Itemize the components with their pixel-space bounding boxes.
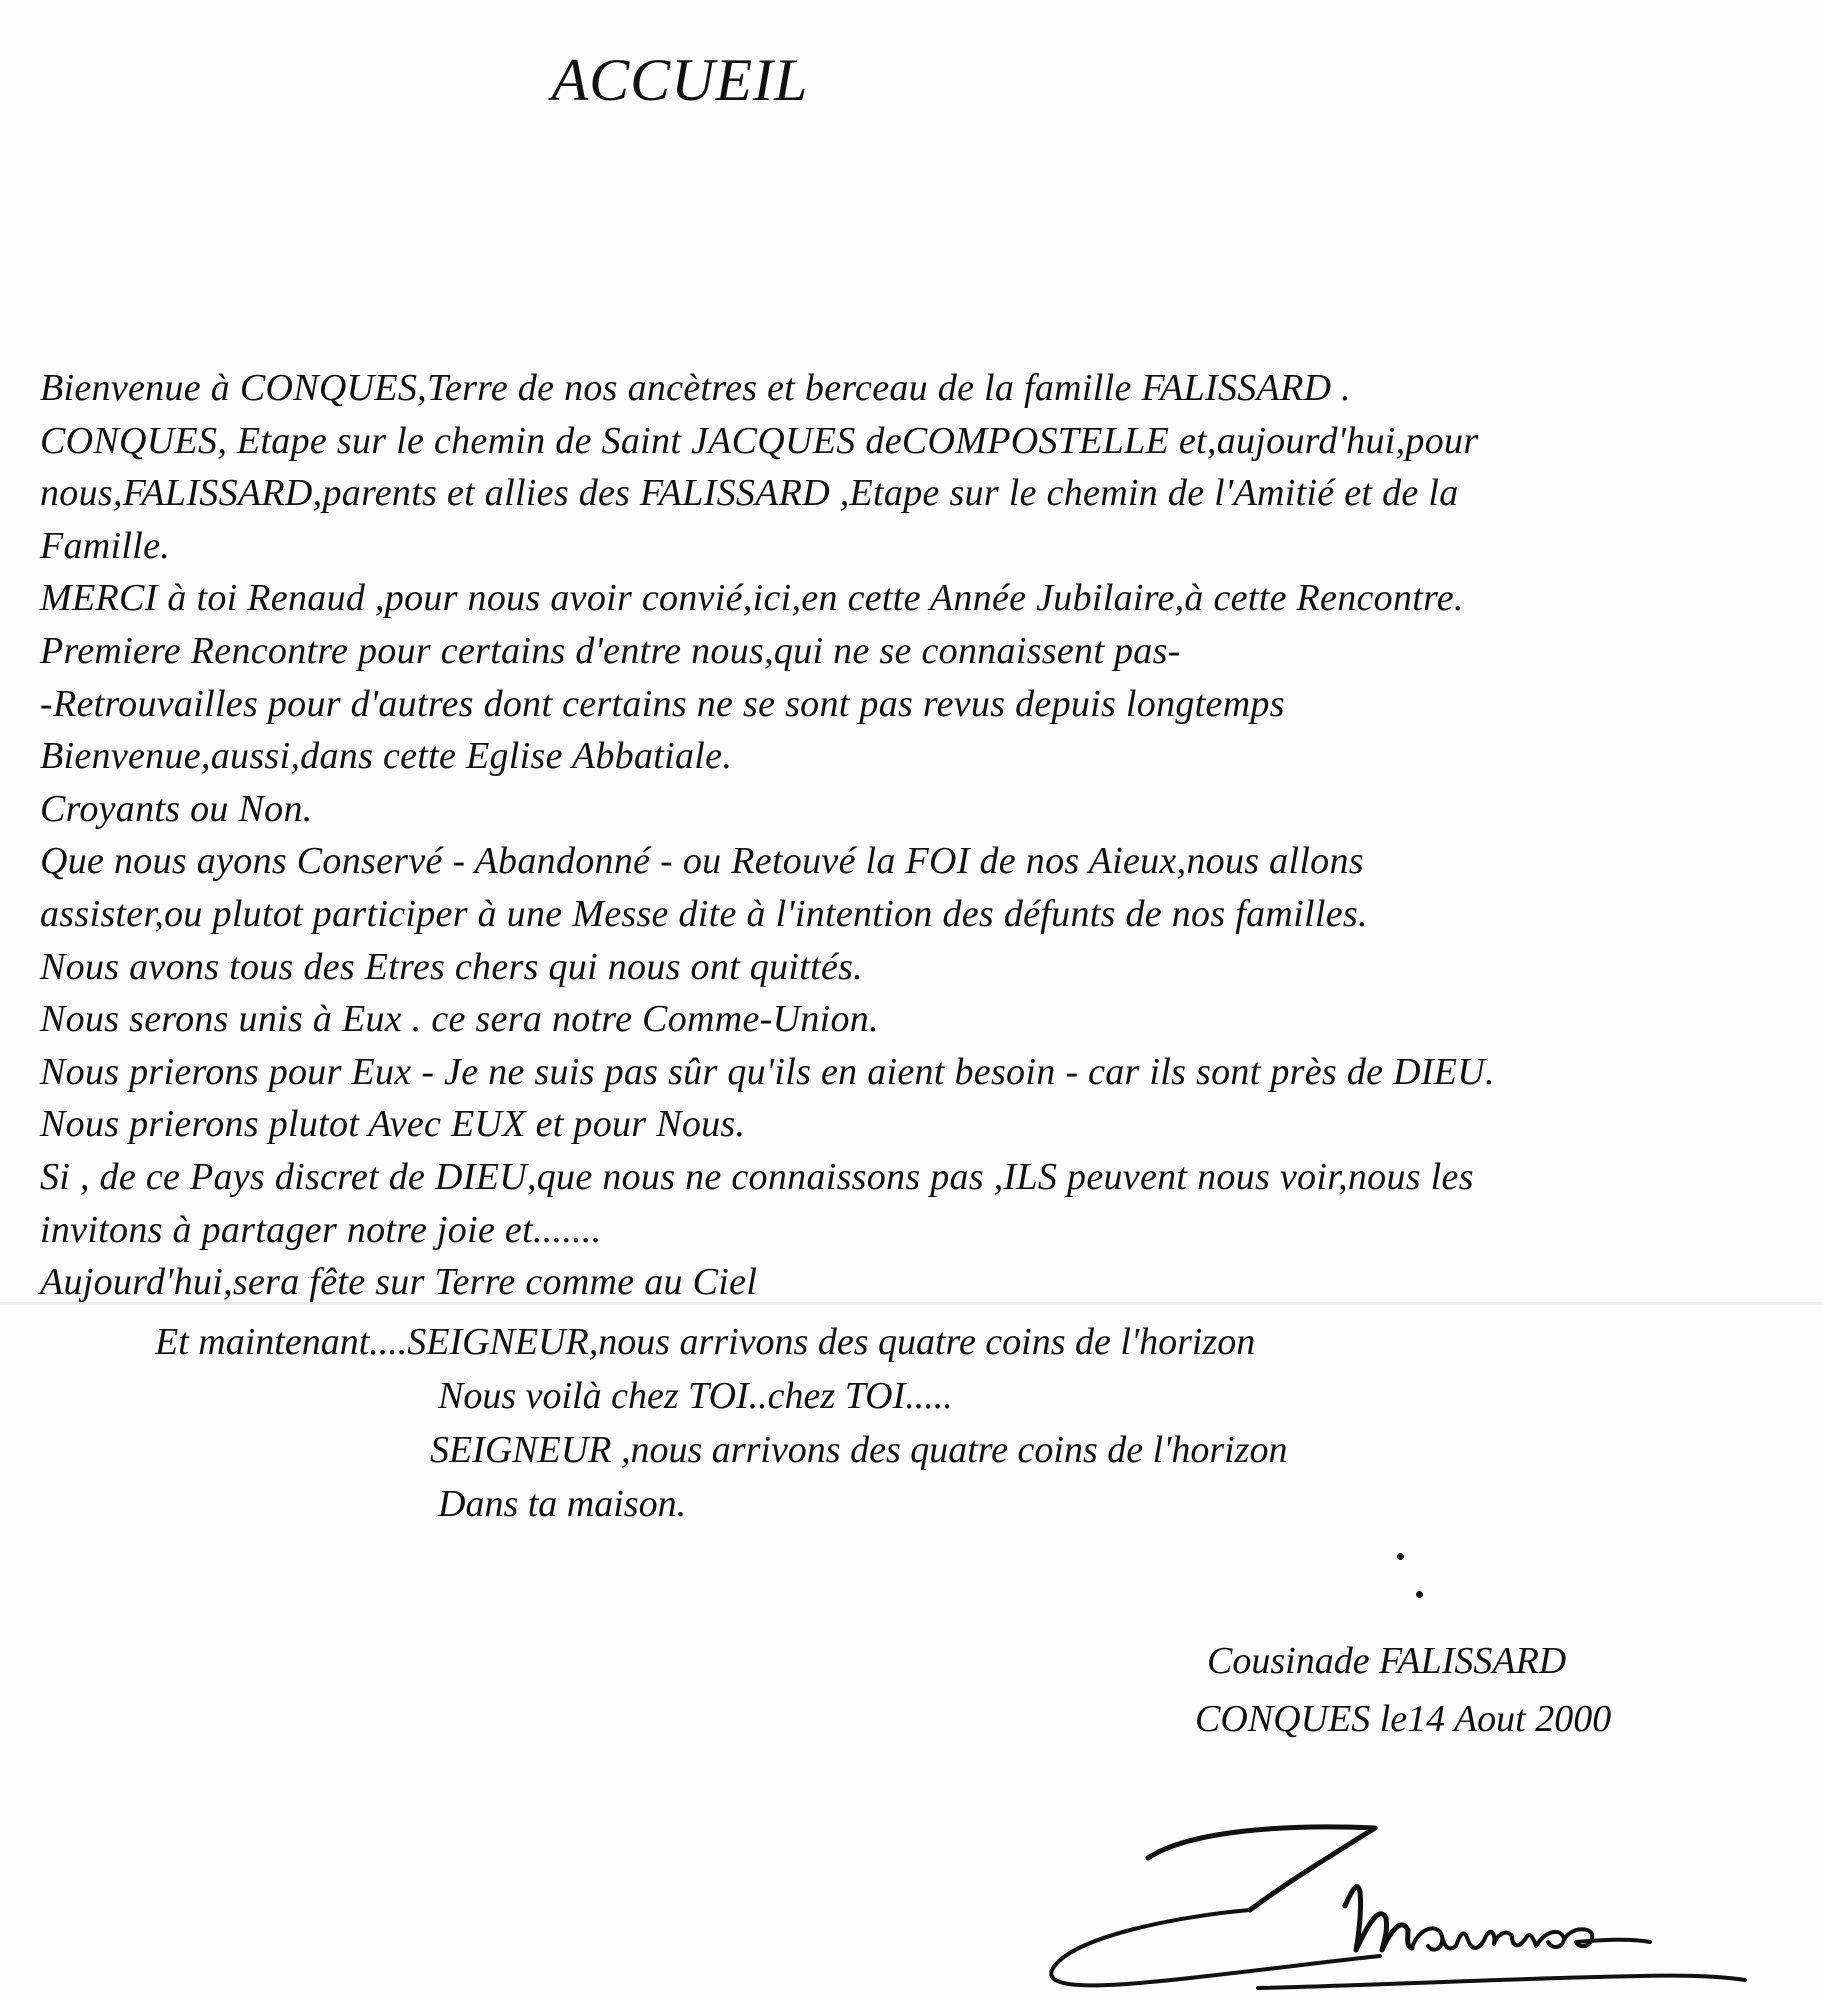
body-line: MERCI à toi Renaud ,pour nous avoir convié,ici,en cette Année Jubilaire,à cette Rencontre. (40, 577, 1464, 620)
hymn-verse (0, 1315, 1822, 1531)
body-line: assister,ou plutot participer à une Messe dite à l'intention des défunts de nos familles. (40, 892, 1368, 935)
body-line: -Retrouvailles pour d'autres dont certains ne se sont pas revus depuis longtemps (40, 682, 1285, 725)
hymn-line: SEIGNEUR ,nous arrivons des quatre coins de l'horizon (430, 1429, 1288, 1471)
handwritten-signature (1040, 1810, 1760, 2000)
closing-line-event: Cousinade FALISSARD (1207, 1640, 1567, 1682)
body-line: invitons à partager notre joie et....... (40, 1208, 602, 1251)
body-line: Croyants ou Non. (40, 787, 313, 830)
hymn-line: Et maintenant....SEIGNEUR,nous arrivons des quatre coins de l'horizon (155, 1321, 1256, 1363)
body-line: Nous avons tous des Etres chers qui nous ont quittés. (40, 945, 864, 988)
closing-line-place-date: CONQUES le14 Aout 2000 (1195, 1698, 1612, 1740)
body-line: Nous serons unis à Eux . ce sera notre Comme-Union. (40, 998, 879, 1041)
body-line: Que nous ayons Conservé - Abandonné - ou Retouvé la FOI de nos Aieux,nous allons (40, 840, 1364, 883)
hymn-line: Nous voilà chez TOI..chez TOI..... (438, 1375, 953, 1417)
body-line: CONQUES, Etape sur le chemin de Saint JACQUES deCOMPOSTELLE et,aujourd'hui,pour (40, 419, 1479, 462)
body-line: Premiere Rencontre pour certains d'entre nous,qui ne se connaissent pas- (40, 629, 1181, 672)
body-line: Bienvenue,aussi,dans cette Eglise Abbatiale. (40, 735, 733, 778)
body-line: Bienvenue à CONQUES,Terre de nos ancètres et berceau de la famille FALISSARD . (40, 367, 1351, 409)
ink-dot (1397, 1553, 1404, 1560)
document-title: ACCUEIL (551, 47, 809, 113)
ink-dot (1416, 1591, 1423, 1598)
body-line: nous,FALISSARD,parents et allies des FALISSARD ,Etape sur le chemin de l'Amitié et de la (40, 472, 1459, 515)
body-line: Nous prierons plutot Avec EUX et pour Nous. (40, 1103, 746, 1146)
body-line: Famille. (40, 524, 171, 567)
hymn-line: Dans ta maison. (438, 1483, 687, 1525)
body-line: Si , de ce Pays discret de DIEU,que nous ne connaissons pas ,ILS peuvent nous voir,nous les (40, 1155, 1474, 1198)
welcome-body (40, 362, 1800, 1309)
body-line: Aujourd'hui,sera fête sur Terre comme au Ciel (40, 1261, 758, 1304)
closing-block (1195, 1632, 1611, 1748)
body-line: Nous prierons pour Eux - Je ne suis pas sûr qu'ils en aient besoin - car ils sont près de DIEU. (40, 1050, 1495, 1093)
